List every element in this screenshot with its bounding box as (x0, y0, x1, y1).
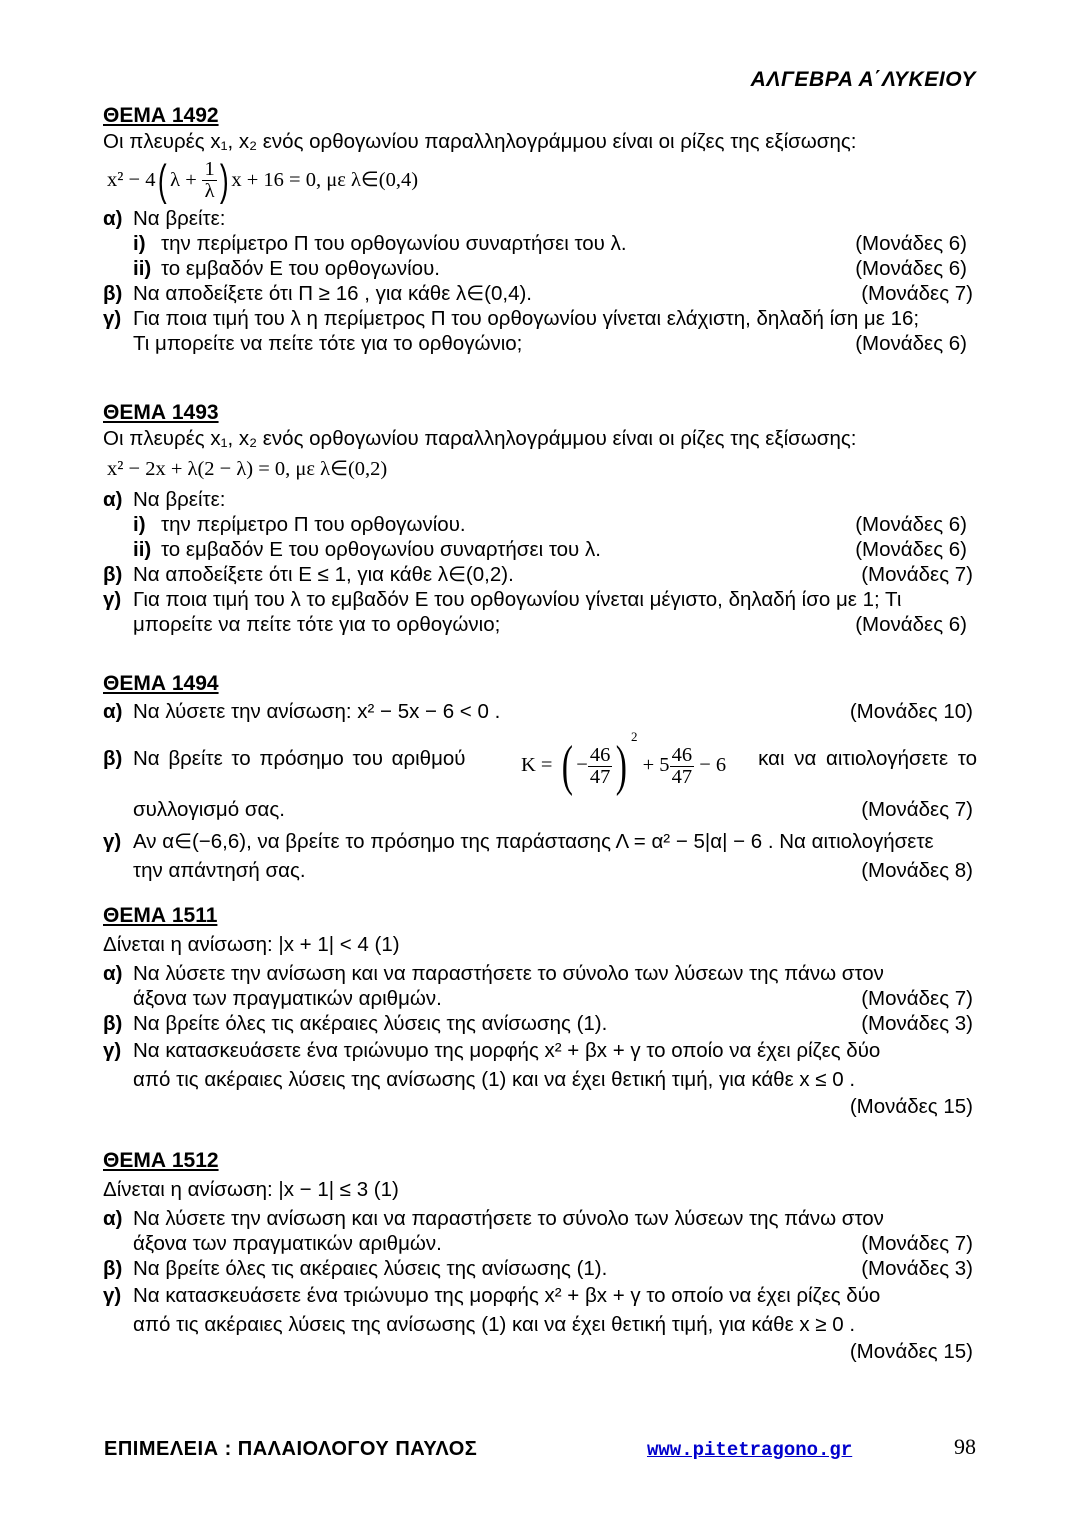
subpart-label: ii) (133, 257, 152, 280)
part-label: γ) (103, 588, 122, 611)
part-label: α) (103, 1207, 123, 1230)
k-expression-line: β) Να βρείτε το πρόσημο του αριθμού K = ( − $\frac{46}{47}$ ) $^2$ + 5 $\frac{46}{47}$ − 6 και να αιτιολογήσετε το (103, 729, 977, 798)
part-label: α) (103, 488, 123, 511)
part-label: α) (103, 700, 123, 723)
problem-intro: Οι πλευρές x₁, x₂ ενός ορθογωνίου παραλληλογράμμου είναι οι ρίζες της εξίσωσης: (103, 130, 857, 153)
part-label: γ) (103, 830, 122, 853)
problem-intro: Οι πλευρές x₁, x₂ ενός ορθογωνίου παραλληλογράμμου είναι οι ρίζες της εξίσωσης: (103, 427, 857, 450)
k-expression: K = ( − $\frac{46}{47}$ ) $^2$ + 5 $\frac{46}{47}$ − 6 (521, 729, 727, 798)
points: (Μονάδες 3) (861, 1257, 973, 1280)
part-label: β) (103, 282, 123, 305)
page-header: ΑΛΓΕΒΡΑ Α΄ΛΥΚΕΙΟΥ (750, 68, 976, 91)
part-label: α) (103, 207, 123, 230)
problem-intro: Δίνεται η ανίσωση: |x − 1| ≤ 3 (1) (103, 1178, 399, 1201)
points: (Μονάδες 8) (861, 859, 973, 882)
points: (Μονάδες 15) (849, 1095, 973, 1118)
equation: x² − 2x + λ(2 − λ) = 0, με λ∈(0,2) (107, 458, 388, 480)
problem-intro: Δίνεται η ανίσωση: |x + 1| < 4 (1) (103, 933, 400, 956)
subpart-label: i) (133, 232, 146, 255)
points: (Μονάδες 6) (855, 613, 967, 636)
part-label: γ) (103, 307, 122, 330)
points: (Μονάδες 7) (861, 1232, 973, 1255)
part-label: α) (103, 962, 123, 985)
points: (Μονάδες 6) (855, 257, 967, 280)
problem-1511: ΘΕΜΑ 1511 Δίνεται η ανίσωση: |x + 1| < 4 (1) α) Να λύσετε την ανίσωση και να παραστήσετε το σύνολο των λύσεων της πάνω στον άξονα των πραγματικών αριθμών. (Μονάδες 7) β) Να βρείτε όλες τις ακέραιες λύσεις της ανίσωσης (1). (Μονάδες 3) γ) Να κατασκευάσετε ένα τριώνυμο της μορφής x² + βx + γ το οποίο να έχει ρίζες δύο από τις ακέραιες λύσεις της ανίσωσης (1) και να έχει θετική τιμή, για κάθε x ≤ 0 . (Μονάδες 15) (103, 903, 979, 1119)
footer-website-link[interactable]: www.pitetragono.gr (647, 1439, 853, 1461)
points: (Μονάδες 6) (855, 332, 967, 355)
part-label: β) (103, 563, 123, 586)
page-number: 98 (954, 1434, 976, 1459)
problem-title: ΘΕΜΑ 1493 (103, 401, 219, 424)
points: (Μονάδες 15) (849, 1340, 973, 1363)
points: (Μονάδες 7) (861, 563, 973, 586)
points: (Μονάδες 6) (855, 513, 967, 536)
fraction: $\frac{1}{\lambda}$ (204, 158, 215, 203)
problem-title: ΘΕΜΑ 1512 (103, 1149, 219, 1172)
problem-1494: ΘΕΜΑ 1494 α) Να λύσετε την ανίσωση: x² − 5x − 6 < 0 . (Μονάδες 10) β) Να βρείτε το πρόσημο του αριθμού K = ( − $\frac{46}{47}$ ) $^2$ + 5 $\frac{46}{47}$ − 6 και να αιτιολογήσετε το συλλογισμό σας. (Μονάδες 7) γ) Αν α∈(−6,6), να βρείτε το πρόσημο της παράστασης Λ = α² − 5|α| − 6 . Να αιτιολογήσετε την απάντησή σας. (Μονάδες 8) (103, 672, 977, 882)
part-label: γ) (103, 1039, 122, 1062)
problem-title: ΘΕΜΑ 1494 (103, 672, 219, 695)
points: (Μονάδες 7) (861, 282, 973, 305)
problem-1492: ΘΕΜΑ 1492 Οι πλευρές x₁, x₂ ενός ορθογωνίου παραλληλογράμμου είναι οι ρίζες της εξίσωσης: x² − 4( λ + $\frac{1}{\lambda}$ ) x + 16 = 0, με λ∈(0,4) α) Να βρείτε: i) την περίμετρο Π του ορθογωνίου συναρτήσει του λ. (Μονάδες 6) ii) το εμβαδόν Ε του ορθογωνίου. (Μονάδες 6) β) Να αποδείξετε ότι Π ≥ 16 , για κάθε λ∈(0,4). (Μονάδες 7) γ) Για ποια τιμή του λ η περίμετρος Π του ορθογωνίου γίνεται ελάχιστη, δηλαδή ίση με 16; Τι μπορείτε να πείτε τότε για το ορθογώνιο; (Μονάδες 6) (103, 103, 979, 356)
points: (Μονάδες 3) (861, 1012, 973, 1035)
problem-title: ΘΕΜΑ 1492 (103, 104, 219, 127)
points: (Μονάδες 7) (861, 987, 973, 1010)
points: (Μονάδες 10) (849, 700, 973, 723)
points: (Μονάδες 6) (855, 232, 967, 255)
part-label: γ) (103, 1284, 122, 1307)
points: (Μονάδες 6) (855, 538, 967, 561)
part-label: β) (103, 1012, 123, 1035)
part-label: β) (103, 747, 123, 770)
footer-author: ΕΠΙΜΕΛΕΙΑ : ΠΑΛΑΙΟΛΟΓΟΥ ΠΑΥΛΟΣ (104, 1438, 478, 1460)
subpart-label: i) (133, 513, 146, 536)
part-label: β) (103, 1257, 123, 1280)
problem-1493: ΘΕΜΑ 1493 Οι πλευρές x₁, x₂ ενός ορθογωνίου παραλληλογράμμου είναι οι ρίζες της εξίσωσης: x² − 2x + λ(2 − λ) = 0, με λ∈(0,2) α) Να βρείτε: i) την περίμετρο Π του ορθογωνίου. (Μονάδες 6) ii) το εμβαδόν Ε του ορθογωνίου συναρτήσει του λ. (Μονάδες 6) β) Να αποδείξετε ότι Ε ≤ 1, για κάθε λ∈(0,2). (Μονάδες 7) γ) Για ποια τιμή του λ το εμβαδόν Ε του ορθογωνίου γίνεται μέγιστο, δηλαδή ίσο με 1; Τι μπορείτε να πείτε τότε για το ορθογώνιο; (Μονάδες 6) (103, 400, 979, 637)
points: (Μονάδες 7) (861, 798, 973, 821)
problem-1512: ΘΕΜΑ 1512 Δίνεται η ανίσωση: |x − 1| ≤ 3 (1) α) Να λύσετε την ανίσωση και να παραστήσετε το σύνολο των λύσεων της πάνω στον άξονα των πραγματικών αριθμών. (Μονάδες 7) β) Να βρείτε όλες τις ακέραιες λύσεις της ανίσωσης (1). (Μονάδες 3) γ) Να κατασκευάσετε ένα τριώνυμο της μορφής x² + βx + γ το οποίο να έχει ρίζες δύο από τις ακέραιες λύσεις της ανίσωσης (1) και να έχει θετική τιμή, για κάθε x ≥ 0 . (Μονάδες 15) (103, 1148, 979, 1364)
subpart-label: ii) (133, 538, 152, 561)
problem-title: ΘΕΜΑ 1511 (103, 904, 218, 927)
equation: x² − 4( λ + $\frac{1}{\lambda}$ ) x + 16 = 0, με λ∈(0,4) (107, 155, 419, 205)
